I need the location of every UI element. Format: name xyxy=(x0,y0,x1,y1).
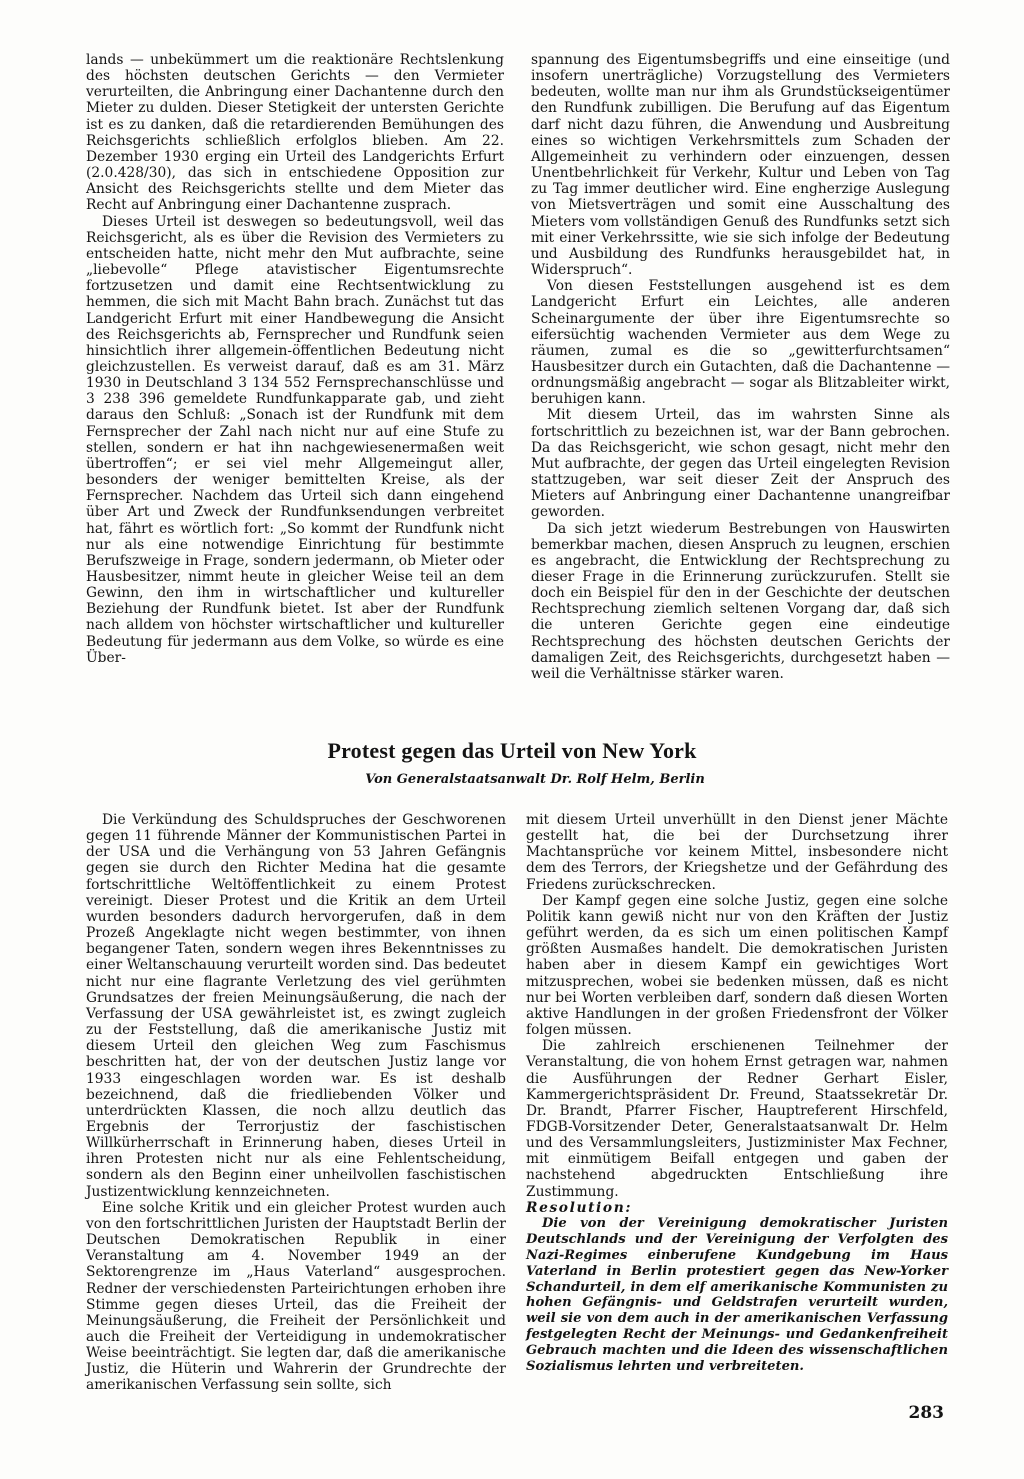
paragraph: lands — unbekümmert um die reaktionäre Rechtslenkung des höchsten deutschen Gerichts — den Vermieter verurteilten, die Anbringung einer Dachantenne durch den Mieter zu dulden. Dieser Stetigkeit der untersten Gerichte ist es zu danken, daß die retardierenden Bemühungen des Reichsgerichts schließlich erfolglos blieben. Am 22. Dezember 1930 erging ein Urteil des Landgerichts Erfurt (2.0.428/30), das sich in entschiedene Opposition zur Ansicht des Reichsgerichts stellte und dem Mieter das Recht auf Anbringung einer Dachantenne zusprach. xyxy=(86,52,504,214)
paragraph: Der Kampf gegen eine solche Justiz, gegen eine solche Politik kann gewiß nicht nur von den Kräften der Justiz geführt werden, da es sich um einen politischen Kampf größten Ausmaßes handelt. Die demokratischen Juristen haben aber in diesem Kampf ein gewichtiges Wort mitzusprechen, wobei sie bedenken müssen, daß es nicht nur bei Worten verbleiben darf, sondern daß diesen Worten aktive Handlungen in der großen Friedensfront der Völker folgen müssen. xyxy=(526,892,948,1039)
paragraph: Die zahlreich erschienenen Teilnehmer der Veranstaltung, die von hohem Ernst getragen war, nahmen die Ausführungen der Redner Gerhart Eisler, Kammergerichtspräsident Dr. Freund, Staatssekretär Dr. Dr. Brandt, Pfarrer Fischer, Hauptreferent Hirschfeld, FDGB-Vorsitzender Deter, Generalstaatsanwalt Dr. Helm und des Versammlungsleiters, Justizminister Max Fechner, mit einmütigem Beifall entgegen und gaben der nachstehend abgedruckten Entschließung ihre Zustimmung. xyxy=(526,1038,948,1200)
resolution-label: Resolution: xyxy=(526,1199,633,1216)
paragraph: Eine solche Kritik und ein gleicher Protest wurden auch von den fortschrittlichen Juristen der Hauptstadt Berlin der Deutschen Demokratischen Republik in einer Veranstaltung am 4. November 1949 an der Sektorengrenze im „Haus Vaterland“ ausgesprochen. Redner der verschiedensten Parteirichtungen erhoben ihre Stimme gegen dieses Urteil, das die Freiheit der Meinungsäußerung, die Freiheit der Persönlichkeit und auch die Freiheit der Verteidigung in undemokratischer Weise beeinträchtigt. Sie legten dar, daß die amerikanische Justiz, die Hüterin und Wahrerin der Grundrechte der amerikanischen Verfassung sein sollte, sich xyxy=(86,1199,506,1394)
article-byline: Von Generalstaatsanwalt Dr. Rolf Helm, Berlin xyxy=(365,772,705,787)
paragraph: Da sich jetzt wiederum Bestrebungen von Hauswirten bemerkbar machen, diesen Anspruch zu leugnen, erschien es angebracht, die Entwicklung der Rechtsprechung zu dieser Frage in die Erinnerung zurückzurufen. Stellt sie doch ein Beispiel für den in der Geschichte der deutschen Rechtsprechung ziemlich seltenen Vorgang dar, daß sich die unteren Gerichte gegen eine eindeutige Rechtsprechung des höchsten deutschen Gerichts der damaligen Zeit, des Reichsgerichts, durchgesetzt haben — weil die Verhältnisse stärker waren. xyxy=(531,520,950,682)
previous-article-right-column xyxy=(531,52,950,682)
previous-article-left-column xyxy=(86,52,504,666)
paragraph: Die Verkündung des Schuldspruches der Geschworenen gegen 11 führende Männer der Kommunistischen Partei in der USA und die Verhängung von 53 Jahren Gefängnis gegen sie durch den Richter Medina hat die gesamte fortschrittliche Weltöffentlichkeit zu einem Protest vereinigt. Dieser Protest und die Kritik an dem Urteil wurden besonders dadurch hervorgerufen, daß in dem Prozeß Angeklagte nicht wegen bestimmter, von ihnen begangener Taten, sondern wegen ihres Bekenntnisses zu einer Weltanschauung verurteilt worden sind. Das bedeutet nicht nur eine flagrante Verletzung des viel gerühmten Grundsatzes der freien Meinungsäußerung, die nach der Verfassung der USA gewährleistet ist, es zwingt zugleich zu der Feststellung, daß die amerikanische Justiz mit diesem Urteil den gleichen Weg zum Faschismus beschritten hat, der von der deutschen Justiz lange vor 1933 eingeschlagen worden war. Es ist deshalb bezeichnend, daß die friedliebenden Völker und unterdrückten Klassen, die noch allzu deutlich das Ergebnis der Terrorjustiz der faschistischen Willkürherrschaft in Erinnerung haben, dieses Urteil in ihren Protesten nicht nur als eine Fehlentscheidung, sondern als den Beginn einer unheilvollen faschistischen Justizentwicklung kennzeichneten. xyxy=(86,812,506,1200)
article-right-column xyxy=(526,812,948,1375)
paragraph: mit diesem Urteil unverhüllt in den Dienst jener Mächte gestellt hat, die bei der Durchsetzung ihrer Machtansprüche vor keinem Mittel, insbesondere nicht dem des Terrors, der Kriegshetze und der Gefährdung des Friedens zurückschrecken. xyxy=(526,812,948,893)
paragraph: Mit diesem Urteil, das im wahrsten Sinne als fortschrittlich zu bezeichnen ist, war der Bann gebrochen. Da das Reichsgericht, wie schon gesagt, nicht mehr den Mut aufbrachte, der gegen das Urteil eingelegten Revision stattzugeben, war seit dieser Zeit der Anspruch des Mieters auf Anbringung einer Dachantenne unangreifbar geworden. xyxy=(531,407,950,521)
page-number: 283 xyxy=(908,1403,944,1423)
resolution-text: Die von der Vereinigung demokratischer Juristen Deutschlands und der Vereinigung der Verfolgten des Nazi-Regimes einberufene Kundgebung im Haus Vaterland in Berlin protestiert gegen das New-Yorker Schandurteil, in dem elf amerikanische Kommunisten zu hohen Gefängnis- und Geldstrafen verurteilt wurden, weil sie von dem auch in der amerikanischen Verfassung festgelegten Recht der Meinungs- und Gedankenfreiheit Gebrauch machten und die Ideen des wissenschaftlichen Sozialismus lehrten und verbreiteten. xyxy=(526,1215,948,1375)
paragraph: spannung des Eigentumsbegriffs und eine einseitige (und insofern unerträgliche) Vorzugstellung des Vermieters bedeuten, wollte man nur ihm als Grundstückseigentümer den Rundfunk zubilligen. Die Berufung auf das Eigentum darf nicht dazu führen, die Anwendung und Ausbreitung eines so wichtigen Verkehrsmittels zum Schaden der Allgemeinheit zu verhindern oder einzuengen, dessen Unentbehrlichkeit für Verkehr, Kultur und Leben von Tag zu Tag immer deutlicher wird. Eine engherzige Auslegung von Mietsverträgen und somit eine Ausschaltung des Mieters vom vollständigen Genuß des Rundfunks setzt sich mit einer Verkehrssitte, wie sie sich infolge der Bedeutung und Ausbildung des Rundfunks herausgebildet hat, in Widerspruch“. xyxy=(531,52,950,279)
article-left-column xyxy=(86,812,506,1394)
article-title: Protest gegen das Urteil von New York xyxy=(327,738,697,763)
paragraph: Dieses Urteil ist deswegen so bedeutungsvoll, weil das Reichsgericht, als es über die Revision des Vermieters zu entscheiden hatte, nicht mehr den Mut aufbrachte, seine „liebevolle“ Pflege atavistischer Eigentumsrechte fortzusetzen und damit eine Rechtsentwicklung zu hemmen, die sich mit Macht Bahn brach. Zunächst tut das Landgericht Erfurt mit einer Handbewegung die Ansicht des Reichsgerichts ab, Fernsprecher und Rundfunk seien hinsichtlich ihrer allgemein-öffentlichen Bedeutung nicht gleichzustellen. Es verweist darauf, daß es am 31. März 1930 in Deutschland 3 134 552 Fernsprechanschlüsse und 3 238 396 gemeldete Rundfunkapparate gab, und zieht daraus den Schluß: „Sonach ist der Rundfunk mit dem Fernsprecher der Zahl nach nicht nur auf eine Stufe zu stellen, sondern er hat ihn nachgewiesenermaßen weit übertroffen“; er sei viel mehr Allgemeingut aller, besonders der weniger bemittelten Kreise, als der Fernsprecher. Nachdem das Urteil sich dann eingehend über Art und Zweck der Rundfunksendungen verbreitet hat, fährt es wörtlich fort: „So kommt der Rundfunk nicht nur als eine notwendige Einrichtung für bestimmte Berufszweige in Frage, sondern jedermann, ob Mieter oder Hausbesitzer, nimmt heute in gleicher Weise teil an dem Gewinn, den ihm in wirtschaftlicher und kultureller Beziehung der Rundfunk bietet. Ist aber der Rundfunk nach alldem von höchster wirtschaftlicher und kultureller Bedeutung für jedermann aus dem Volke, so würde es eine Über- xyxy=(86,213,504,666)
paragraph: Von diesen Feststellungen ausgehend ist es dem Landgericht Erfurt ein Leichtes, alle anderen Scheinargumente der über ihre Eigentumsrechte so eifersüchtig wachenden Vermieter aus dem Wege zu räumen, zumal es die so „gewitterfurchtsamen“ Hausbesitzer durch ein Gutachten, daß die Dachantenne — ordnungsmäßig angebracht — sogar als Blitzableiter wirkt, beruhigen kann. xyxy=(531,278,950,408)
